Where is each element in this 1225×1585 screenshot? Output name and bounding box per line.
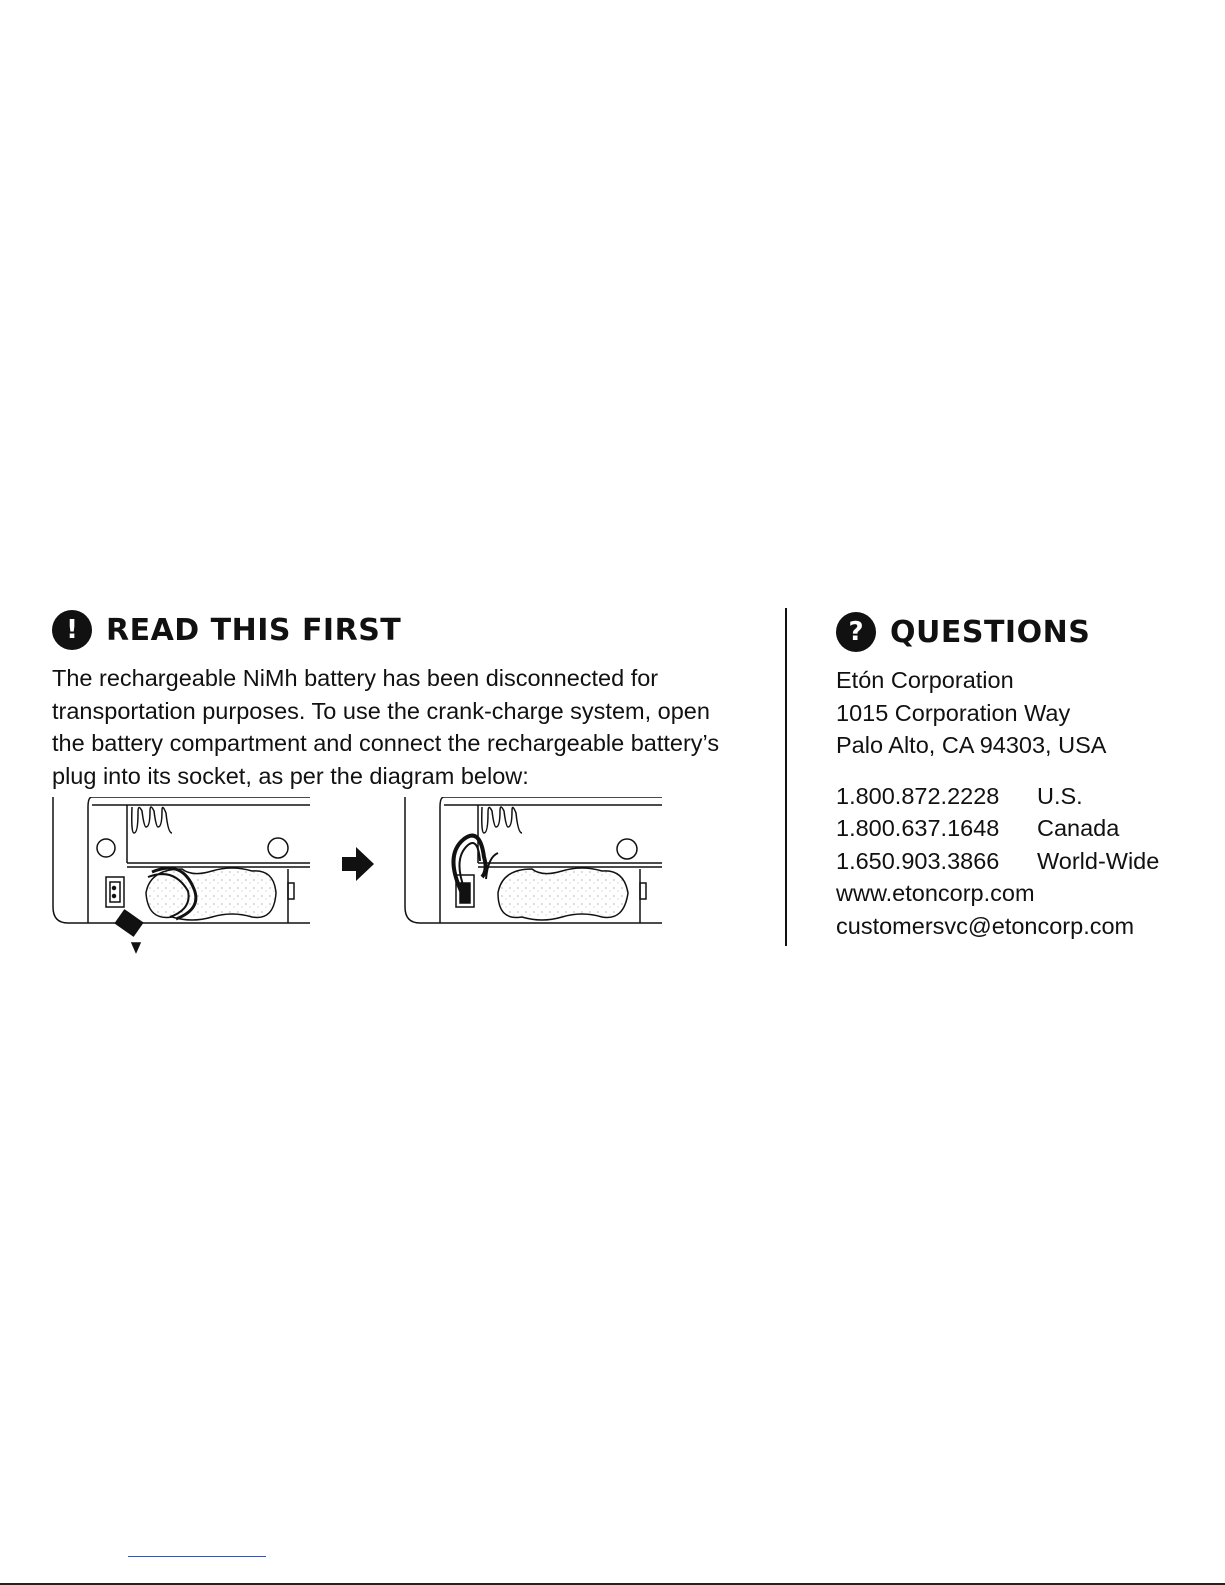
footer-link-underline (128, 1556, 266, 1557)
read-first-body: The rechargeable NiMh battery has been disconnected for transportation purposes. To use the crank-charge system, open the battery compartment and connect the rechargeable battery’s plug into its socket, as per the diagram below: (52, 665, 720, 789)
diagram-after (405, 797, 662, 923)
contact-block (836, 780, 1216, 943)
phone-number: 1.800.872.2228 (836, 782, 1000, 809)
phone-row (836, 780, 1216, 813)
phone-region: U.S. (1037, 782, 1083, 809)
read-first-heading (52, 608, 732, 652)
phone-region: Canada (1037, 815, 1120, 841)
website-text: www.etoncorp.com (836, 880, 1035, 906)
questions-section (836, 610, 1216, 942)
read-this-first-section (52, 608, 732, 792)
read-first-title: READ THIS FIRST (106, 612, 402, 648)
question-icon: ? (836, 612, 876, 652)
questions-heading (836, 610, 1216, 654)
phone-row (836, 845, 1216, 878)
vertical-divider (785, 608, 787, 946)
address-block (836, 664, 1216, 762)
arrow-icon (342, 847, 374, 881)
phone-row (836, 812, 1216, 845)
city-address: Palo Alto, CA 94303, USA (836, 732, 1107, 758)
diagram-before (53, 797, 310, 952)
company-name: Etón Corporation (836, 667, 1014, 693)
exclamation-icon: ! (52, 610, 92, 650)
email-text: customersvc@etoncorp.com (836, 912, 1135, 939)
questions-title: QUESTIONS (890, 614, 1091, 650)
phone-number: 1.650.903.3866 (836, 847, 1000, 874)
battery-diagram (52, 797, 672, 957)
street-address: 1015 Corporation Way (836, 699, 1071, 726)
phone-number: 1.800.637.1648 (836, 815, 1000, 841)
phone-region: World-Wide (1037, 847, 1160, 874)
